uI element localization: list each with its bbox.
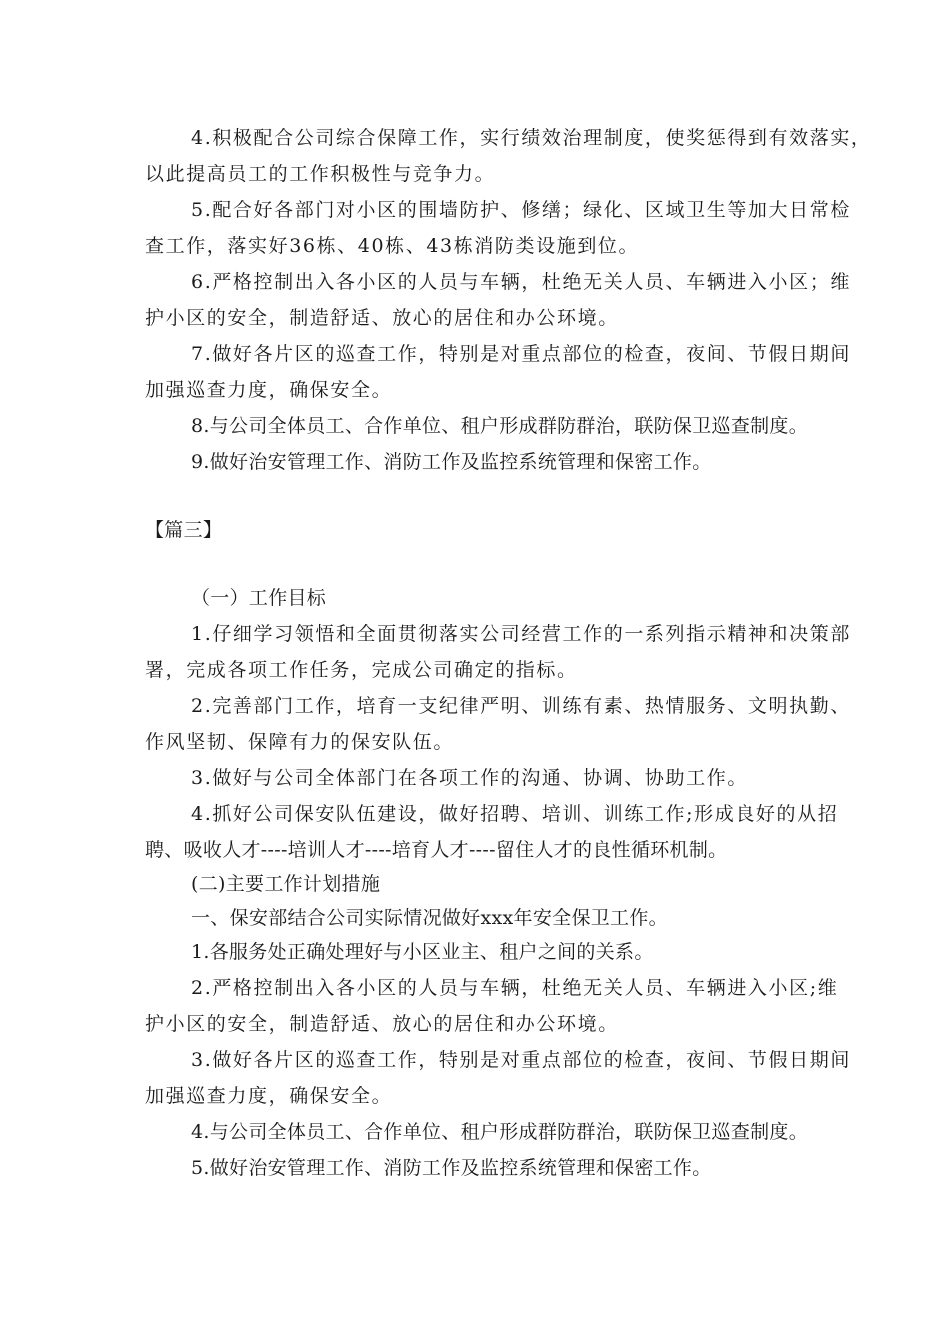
paragraph-line: 7.做好各片区的巡查工作，特别是对重点部位的检查，夜间、节假日期间 bbox=[191, 343, 851, 365]
subsection-heading: （一）工作目标 bbox=[191, 587, 327, 609]
paragraph-line: 1.仔细学习领悟和全面贯彻落实公司经营工作的一系列指示精神和决策部 bbox=[191, 623, 851, 645]
paragraph-line: 护小区的安全，制造舒适、放心的居住和办公环境。 bbox=[145, 307, 619, 329]
paragraph-line: 4.与公司全体员工、合作单位、租户形成群防群治，联防保卫巡查制度。 bbox=[191, 1121, 809, 1143]
paragraph-line: 护小区的安全，制造舒适、放心的居住和办公环境。 bbox=[145, 1013, 619, 1035]
paragraph-line: 3.做好各片区的巡查工作，特别是对重点部位的检查，夜间、节假日期间 bbox=[191, 1049, 851, 1071]
paragraph-line: 3.做好与公司全体部门在各项工作的沟通、协调、协助工作。 bbox=[191, 767, 748, 789]
paragraph-line: 以此提高员工的工作积极性与竞争力。 bbox=[145, 163, 496, 185]
paragraph-line: 8.与公司全体员工、合作单位、租户形成群防群治，联防保卫巡查制度。 bbox=[191, 415, 809, 437]
paragraph-line: 4.积极配合公司综合保障工作，实行绩效治理制度，使奖惩得到有效落实， bbox=[191, 127, 872, 149]
paragraph-line: 查工作，落实好36栋、40栋、43栋消防类设施到位。 bbox=[145, 235, 640, 257]
paragraph-line: 9.做好治安管理工作、消防工作及监控系统管理和保密工作。 bbox=[191, 451, 712, 473]
paragraph-line: 一、保安部结合公司实际情况做好xxx年安全保卫工作。 bbox=[191, 907, 668, 929]
paragraph-line: 作风坚韧、保障有力的保安队伍。 bbox=[145, 731, 455, 753]
paragraph-line: 加强巡查力度，确保安全。 bbox=[145, 1085, 393, 1107]
paragraph-line: 5.配合好各部门对小区的围墙防护、修缮；绿化、区域卫生等加大日常检 bbox=[191, 199, 851, 221]
paragraph-line: 加强巡查力度，确保安全。 bbox=[145, 379, 393, 401]
paragraph-line: 署，完成各项工作任务，完成公司确定的指标。 bbox=[145, 659, 578, 681]
section-heading: 【篇三】 bbox=[145, 519, 223, 541]
paragraph-line: 5.做好治安管理工作、消防工作及监控系统管理和保密工作。 bbox=[191, 1157, 712, 1179]
paragraph-line: 4.抓好公司保安队伍建设，做好招聘、培训、训练工作;形成良好的从招 bbox=[191, 803, 839, 825]
paragraph-line: 6.严格控制出入各小区的人员与车辆，杜绝无关人员、车辆进入小区；维 bbox=[191, 271, 851, 293]
paragraph-line: 2.严格控制出入各小区的人员与车辆，杜绝无关人员、车辆进入小区;维 bbox=[191, 977, 839, 999]
subsection-heading: (二)主要工作计划措施 bbox=[191, 873, 381, 895]
paragraph-line: 聘、吸收人才----培训人才----培育人才----留住人才的良性循环机制。 bbox=[145, 839, 728, 861]
paragraph-line: 1.各服务处正确处理好与小区业主、租户之间的关系。 bbox=[191, 941, 654, 963]
paragraph-line: 2.完善部门工作，培育一支纪律严明、训练有素、热情服务、文明执勤、 bbox=[191, 695, 851, 717]
